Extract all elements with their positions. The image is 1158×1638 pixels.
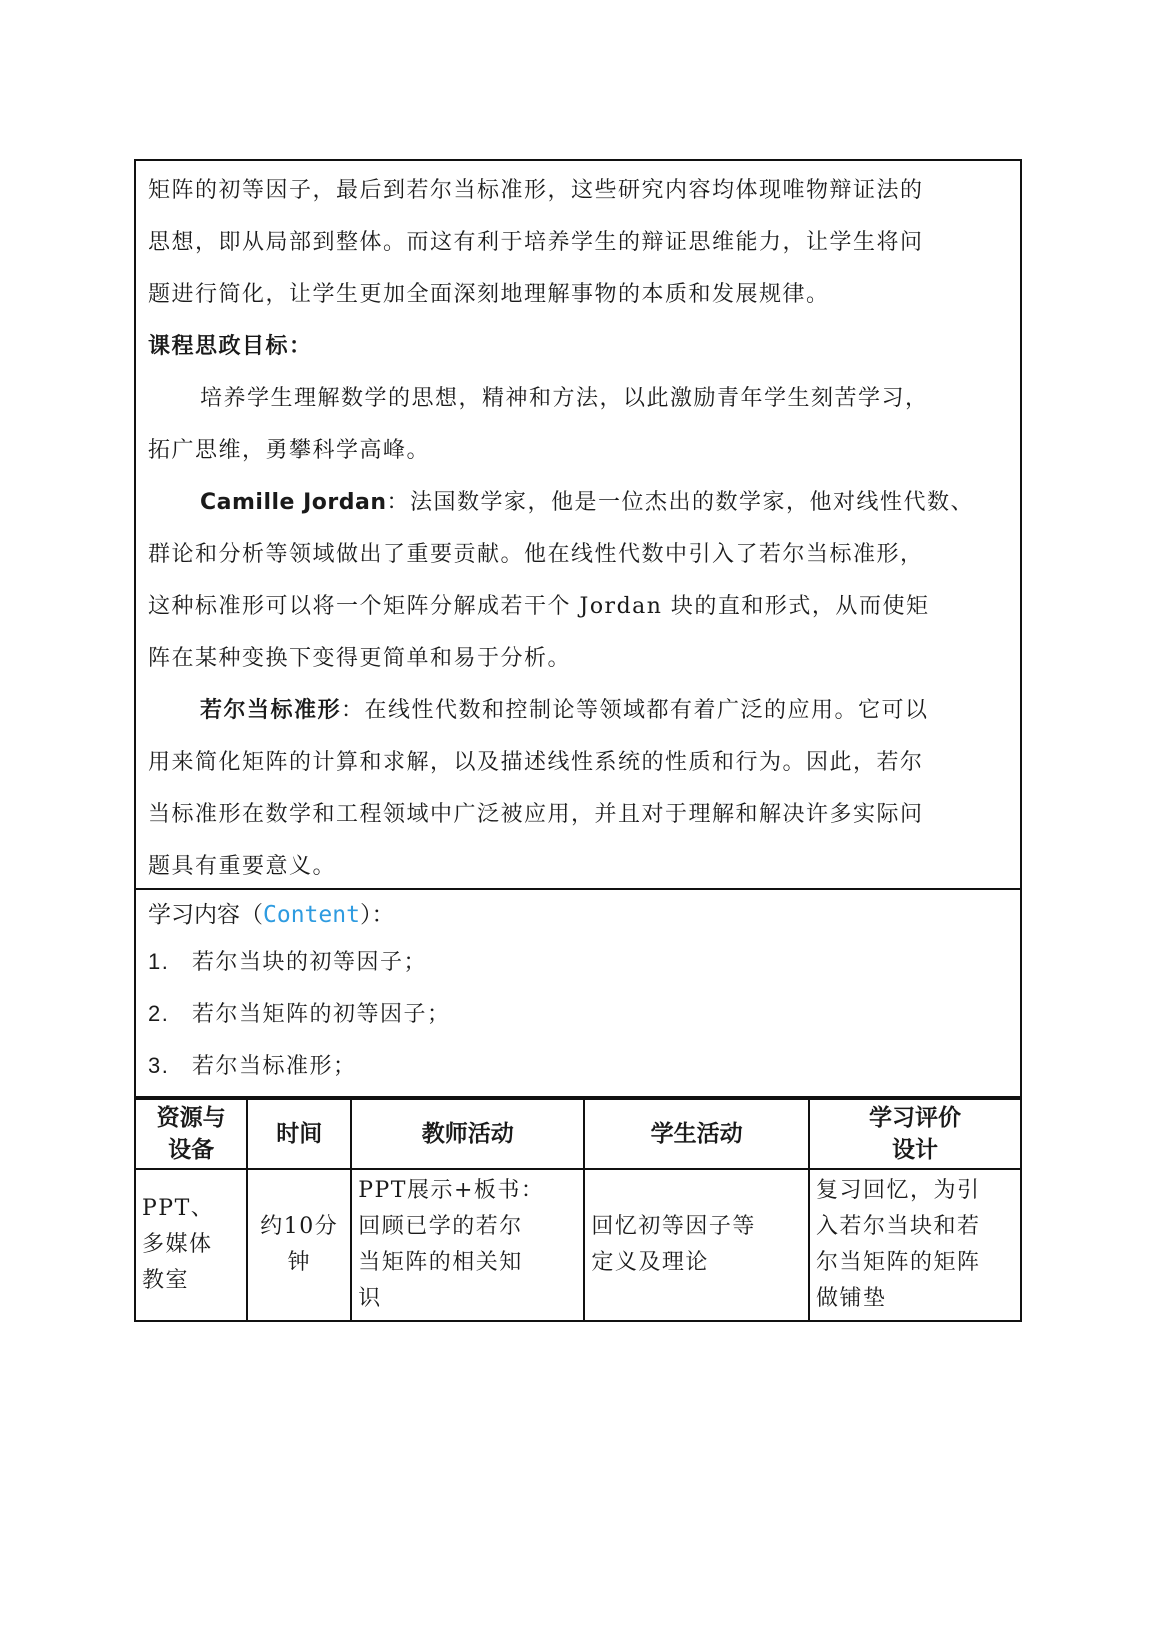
header-teacher: 教师活动	[351, 1099, 584, 1169]
paragraph-line: 思想，即从局部到整体。而这有利于培养学生的辩证思维能力，让学生将问	[148, 230, 924, 255]
jordan-name: Camille Jordan	[200, 490, 387, 515]
document-frame	[134, 159, 1022, 1098]
cell-line: 尔当矩阵的矩阵	[816, 1250, 981, 1275]
list-text: 若尔当矩阵的初等因子；	[192, 1002, 451, 1027]
list-text: 若尔当标准形；	[192, 1054, 357, 1079]
cell-line: 当矩阵的相关知	[358, 1250, 523, 1275]
objective-heading: 课程思政目标：	[148, 334, 313, 359]
cell-student	[584, 1169, 809, 1321]
paragraph-line: 阵在某种变换下变得更简单和易于分析。	[148, 646, 572, 671]
cell-resources	[135, 1169, 247, 1321]
activity-table	[134, 1098, 1022, 1322]
paragraph-line: 矩阵的初等因子，最后到若尔当标准形，这些研究内容均体现唯物辩证法的	[148, 178, 924, 203]
paragraph-line: 培养学生理解数学的思想，精神和方法，以此激励青年学生刻苦学习，	[200, 386, 929, 411]
cell-evaluation	[809, 1169, 1021, 1321]
rationale-section	[136, 161, 1020, 890]
content-heading-prefix: 学习内容（	[148, 902, 263, 928]
paragraph-line: 这种标准形可以将一个矩阵分解成若干个 Jordan 块的直和形式，从而使矩	[148, 594, 930, 619]
content-section	[136, 890, 1020, 1098]
cell-line: 教室	[142, 1268, 190, 1293]
list-number: 3.	[148, 1053, 170, 1078]
document-page	[134, 159, 1022, 1322]
form-term: 若尔当标准形	[200, 698, 342, 723]
paragraph-line: 题具有重要意义。	[148, 854, 337, 879]
cell-line: 复习回忆，为引	[816, 1178, 981, 1203]
paragraph-line: 当标准形在数学和工程领域中广泛被应用，并且对于理解和解决许多实际问	[148, 802, 924, 827]
cell-line: 识	[358, 1286, 382, 1311]
cell-line: PPT展示+板书：	[358, 1178, 545, 1203]
paragraph-line: 拓广思维，勇攀科学高峰。	[148, 438, 431, 463]
cell-line: PPT、	[142, 1196, 215, 1221]
list-number: 1.	[148, 949, 170, 974]
cell-line: 做铺垫	[816, 1286, 887, 1311]
jordan-text: ：法国数学家，他是一位杰出的数学家，他对线性代数、	[386, 490, 975, 515]
header-student: 学生活动	[584, 1099, 809, 1169]
header-line: 资源与	[156, 1105, 226, 1131]
table-row	[135, 1169, 1021, 1321]
content-heading-accent: Content	[263, 902, 360, 928]
header-resources	[135, 1099, 247, 1169]
form-text: ：在线性代数和控制论等领域都有着广泛的应用。它可以	[341, 698, 929, 723]
header-line: 设计	[892, 1137, 938, 1163]
cell-line: 多媒体	[142, 1232, 213, 1257]
paragraph-line: 题进行简化，让学生更加全面深刻地理解事物的本质和发展规律。	[148, 282, 830, 307]
header-evaluation	[809, 1099, 1021, 1169]
cell-line: 回顾已学的若尔	[358, 1214, 523, 1239]
header-line: 学习评价	[869, 1105, 961, 1131]
cell-time	[247, 1169, 351, 1321]
cell-line: 钟	[287, 1250, 312, 1275]
paragraph-line: 用来简化矩阵的计算和求解，以及描述线性系统的性质和行为。因此，若尔	[148, 750, 924, 775]
cell-line: 入若尔当块和若	[816, 1214, 981, 1239]
cell-line: 回忆初等因子等	[591, 1214, 756, 1239]
header-time: 时间	[247, 1099, 351, 1169]
header-line: 设备	[168, 1137, 215, 1163]
cell-line: 定义及理论	[591, 1250, 709, 1275]
list-item	[148, 936, 1008, 988]
cell-teacher	[351, 1169, 584, 1321]
content-heading	[148, 894, 1008, 936]
list-text: 若尔当块的初等因子；	[192, 950, 428, 975]
cell-line: 约10分	[260, 1214, 339, 1239]
content-heading-suffix: ）：	[359, 902, 395, 928]
list-item	[148, 1040, 1008, 1092]
paragraph-line: 群论和分析等领域做出了重要贡献。他在线性代数中引入了若尔当标准形，	[148, 542, 924, 567]
list-item	[148, 988, 1008, 1040]
table-header-row	[135, 1099, 1021, 1169]
list-number: 2.	[148, 1001, 170, 1026]
jordan-intro-line	[148, 477, 1008, 529]
form-intro-line	[148, 685, 1008, 737]
